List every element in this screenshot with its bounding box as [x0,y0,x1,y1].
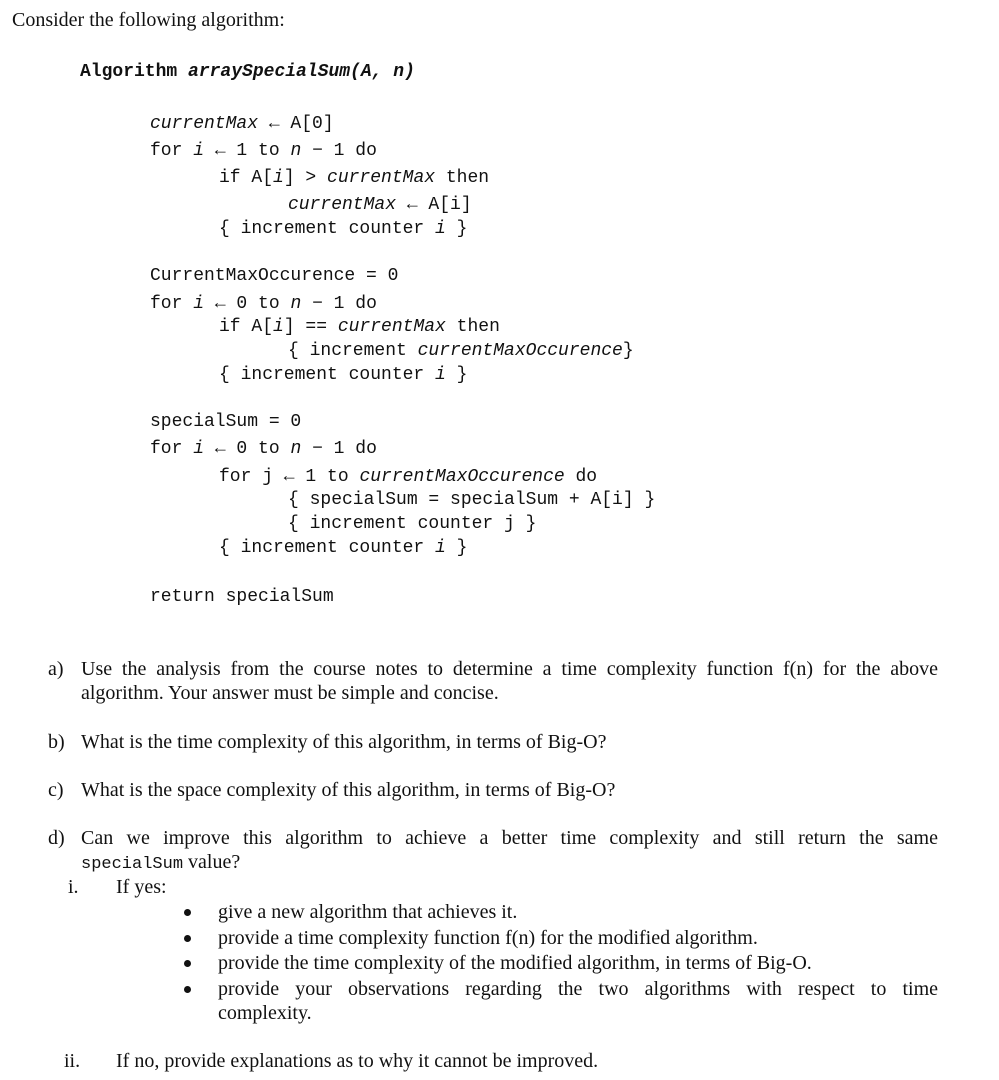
code-line-11: specialSum = 0 [150,412,302,432]
algorithm-signature: arraySpecialSum(A, n) [188,62,415,82]
question-a-line2: algorithm. Your answer must be simple and concise. [81,682,499,704]
question-b-label: b) [48,731,65,753]
code-line-14: { specialSum = specialSum + A[i] } [288,490,656,510]
question-a-line1: Use the analysis from the course notes to determine a time complexity function f(n) for the above [81,658,938,680]
question-c-text: What is the space complexity of this algorithm, in terms of Big-O? [81,779,616,801]
code-line-15: { increment counter j } [288,514,537,534]
bullet-2-text: provide a time complexity function f(n) for the modified algorithm. [218,927,758,949]
code-line-6: CurrentMaxOccurence = 0 [150,266,399,286]
question-d-i-text: If yes: [116,876,167,898]
algorithm-header [80,62,415,82]
bullet-4-dot [184,986,191,993]
bullet-1-dot [184,909,191,916]
code-line-17: return specialSum [150,587,334,607]
code-line-13: for j ← 1 to currentMaxOccurence do [219,467,598,487]
code-line-8: if A[i] == currentMax then [219,317,500,337]
question-d-line1: Can we improve this algorithm to achieve a better time complexity and still return the same [81,827,938,849]
code-line-4: currentMax ← A[i] [288,195,472,215]
bullet-3-text: provide the time complexity of the modified algorithm, in terms of Big-O. [218,952,812,974]
question-d-ii-label: ii. [64,1050,81,1072]
code-line-10: { increment counter i } [219,365,468,385]
code-line-9: { increment currentMaxOccurence} [288,341,634,361]
intro-text: Consider the following algorithm: [12,9,285,31]
code-line-5: { increment counter i } [219,219,468,239]
question-d-label: d) [48,827,65,849]
bullet-2-dot [184,935,191,942]
question-c-label: c) [48,779,64,801]
question-d-line2: specialSum value? [81,851,241,874]
question-a-label: a) [48,658,64,680]
code-line-12: for i ← 0 to n − 1 do [150,439,377,459]
bullet-1-text: give a new algorithm that achieves it. [218,901,518,923]
question-d-i-label: i. [68,876,79,898]
bullet-4-line2: complexity. [218,1002,312,1024]
bullet-4-line1: provide your observations regarding the two algorithms with respect to time [218,978,938,1000]
code-line-3: if A[i] > currentMax then [219,168,490,188]
question-d-ii-text: If no, provide explanations as to why it cannot be improved. [116,1050,599,1072]
code-line-2: for i ← 1 to n − 1 do [150,141,377,161]
question-b-text: What is the time complexity of this algorithm, in terms of Big-O? [81,731,607,753]
code-line-16: { increment counter i } [219,538,468,558]
special-sum-code: specialSum [81,855,184,874]
code-line-1: currentMax ← A[0] [150,114,334,134]
bullet-3-dot [184,960,191,967]
code-line-7: for i ← 0 to n − 1 do [150,294,377,314]
algorithm-keyword: Algorithm [80,62,178,82]
